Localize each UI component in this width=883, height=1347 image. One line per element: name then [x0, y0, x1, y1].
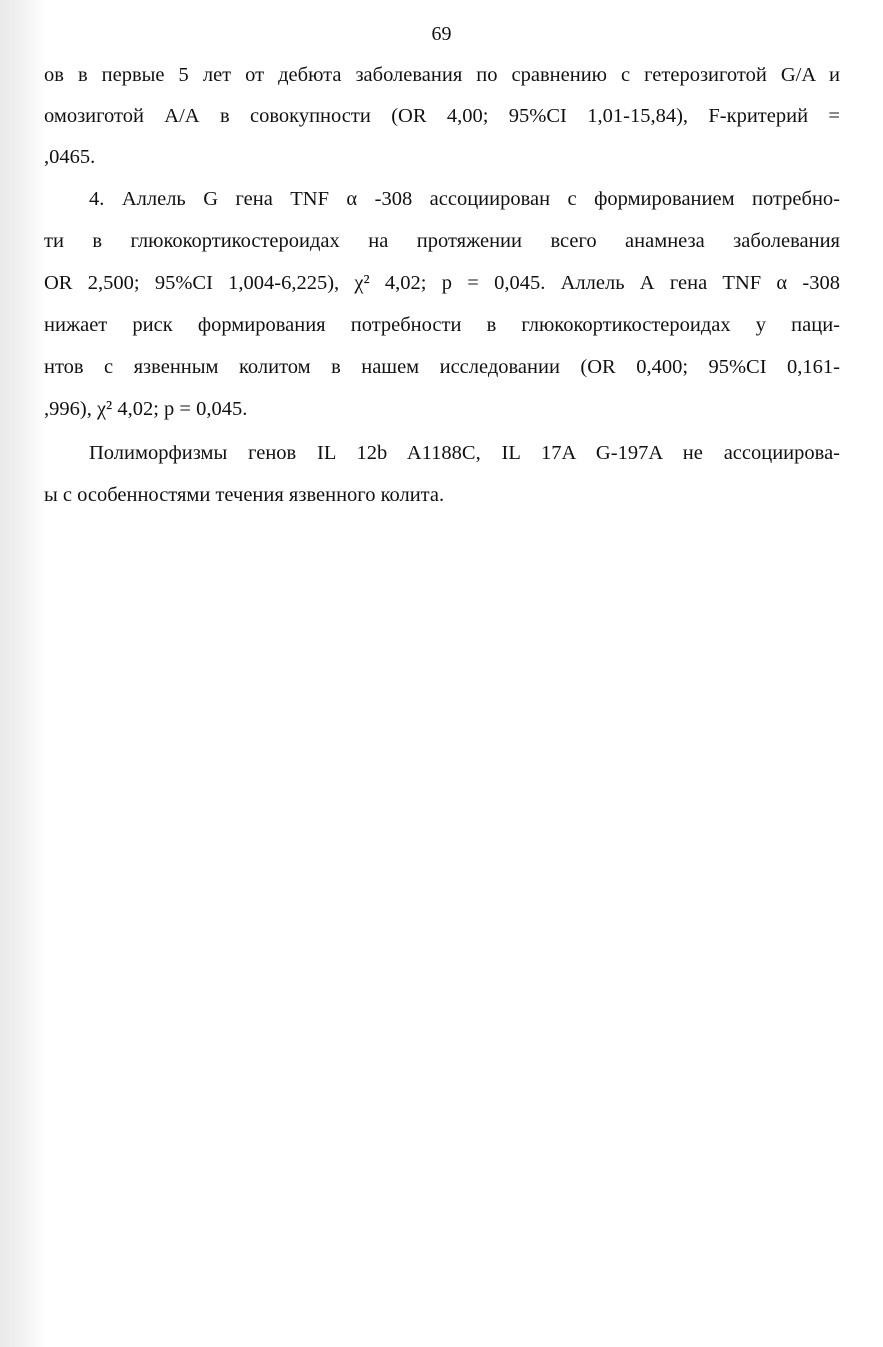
paragraph-2-line-3: OR 2,500; 95%CI 1,004-6,225), χ² 4,02; p = 0,045. Аллель А гена TNF α -308: [44, 272, 840, 294]
paragraph-2-line-6: ,996), χ² 4,02; p = 0,045.: [44, 398, 248, 420]
paragraph-1-line-2: омозиготой А/А в совокупности (OR 4,00; 95%CI 1,01-15,84), F-критерий =: [44, 105, 840, 127]
scan-edge-shadow: [0, 0, 46, 1347]
paragraph-1-line-1: ов в первые 5 лет от дебюта заболевания по сравнению с гетерозиготой G/A и: [44, 64, 840, 86]
paragraph-3-line-2: ы с особенностями течения язвенного колита.: [44, 484, 445, 506]
paragraph-1-line-3: ,0465.: [44, 146, 96, 168]
paragraph-2-line-2: ти в глюкокортикостероидах на протяжении всего анамнеза заболевания: [44, 230, 840, 252]
paragraph-2-line-4: нижает риск формирования потребности в глюкокортикостероидах у паци-: [44, 314, 840, 336]
paragraph-3-line-1: Полиморфизмы генов IL 12b A1188C, IL 17A G-197A не ассоциирова-: [89, 442, 840, 464]
page-number: 69: [431, 23, 452, 45]
paragraph-2-line-1: 4. Аллель G гена TNF α -308 ассоциирован с формированием потребно-: [89, 188, 840, 210]
paragraph-2-line-5: нтов с язвенным колитом в нашем исследовании (OR 0,400; 95%CI 0,161-: [44, 356, 840, 378]
